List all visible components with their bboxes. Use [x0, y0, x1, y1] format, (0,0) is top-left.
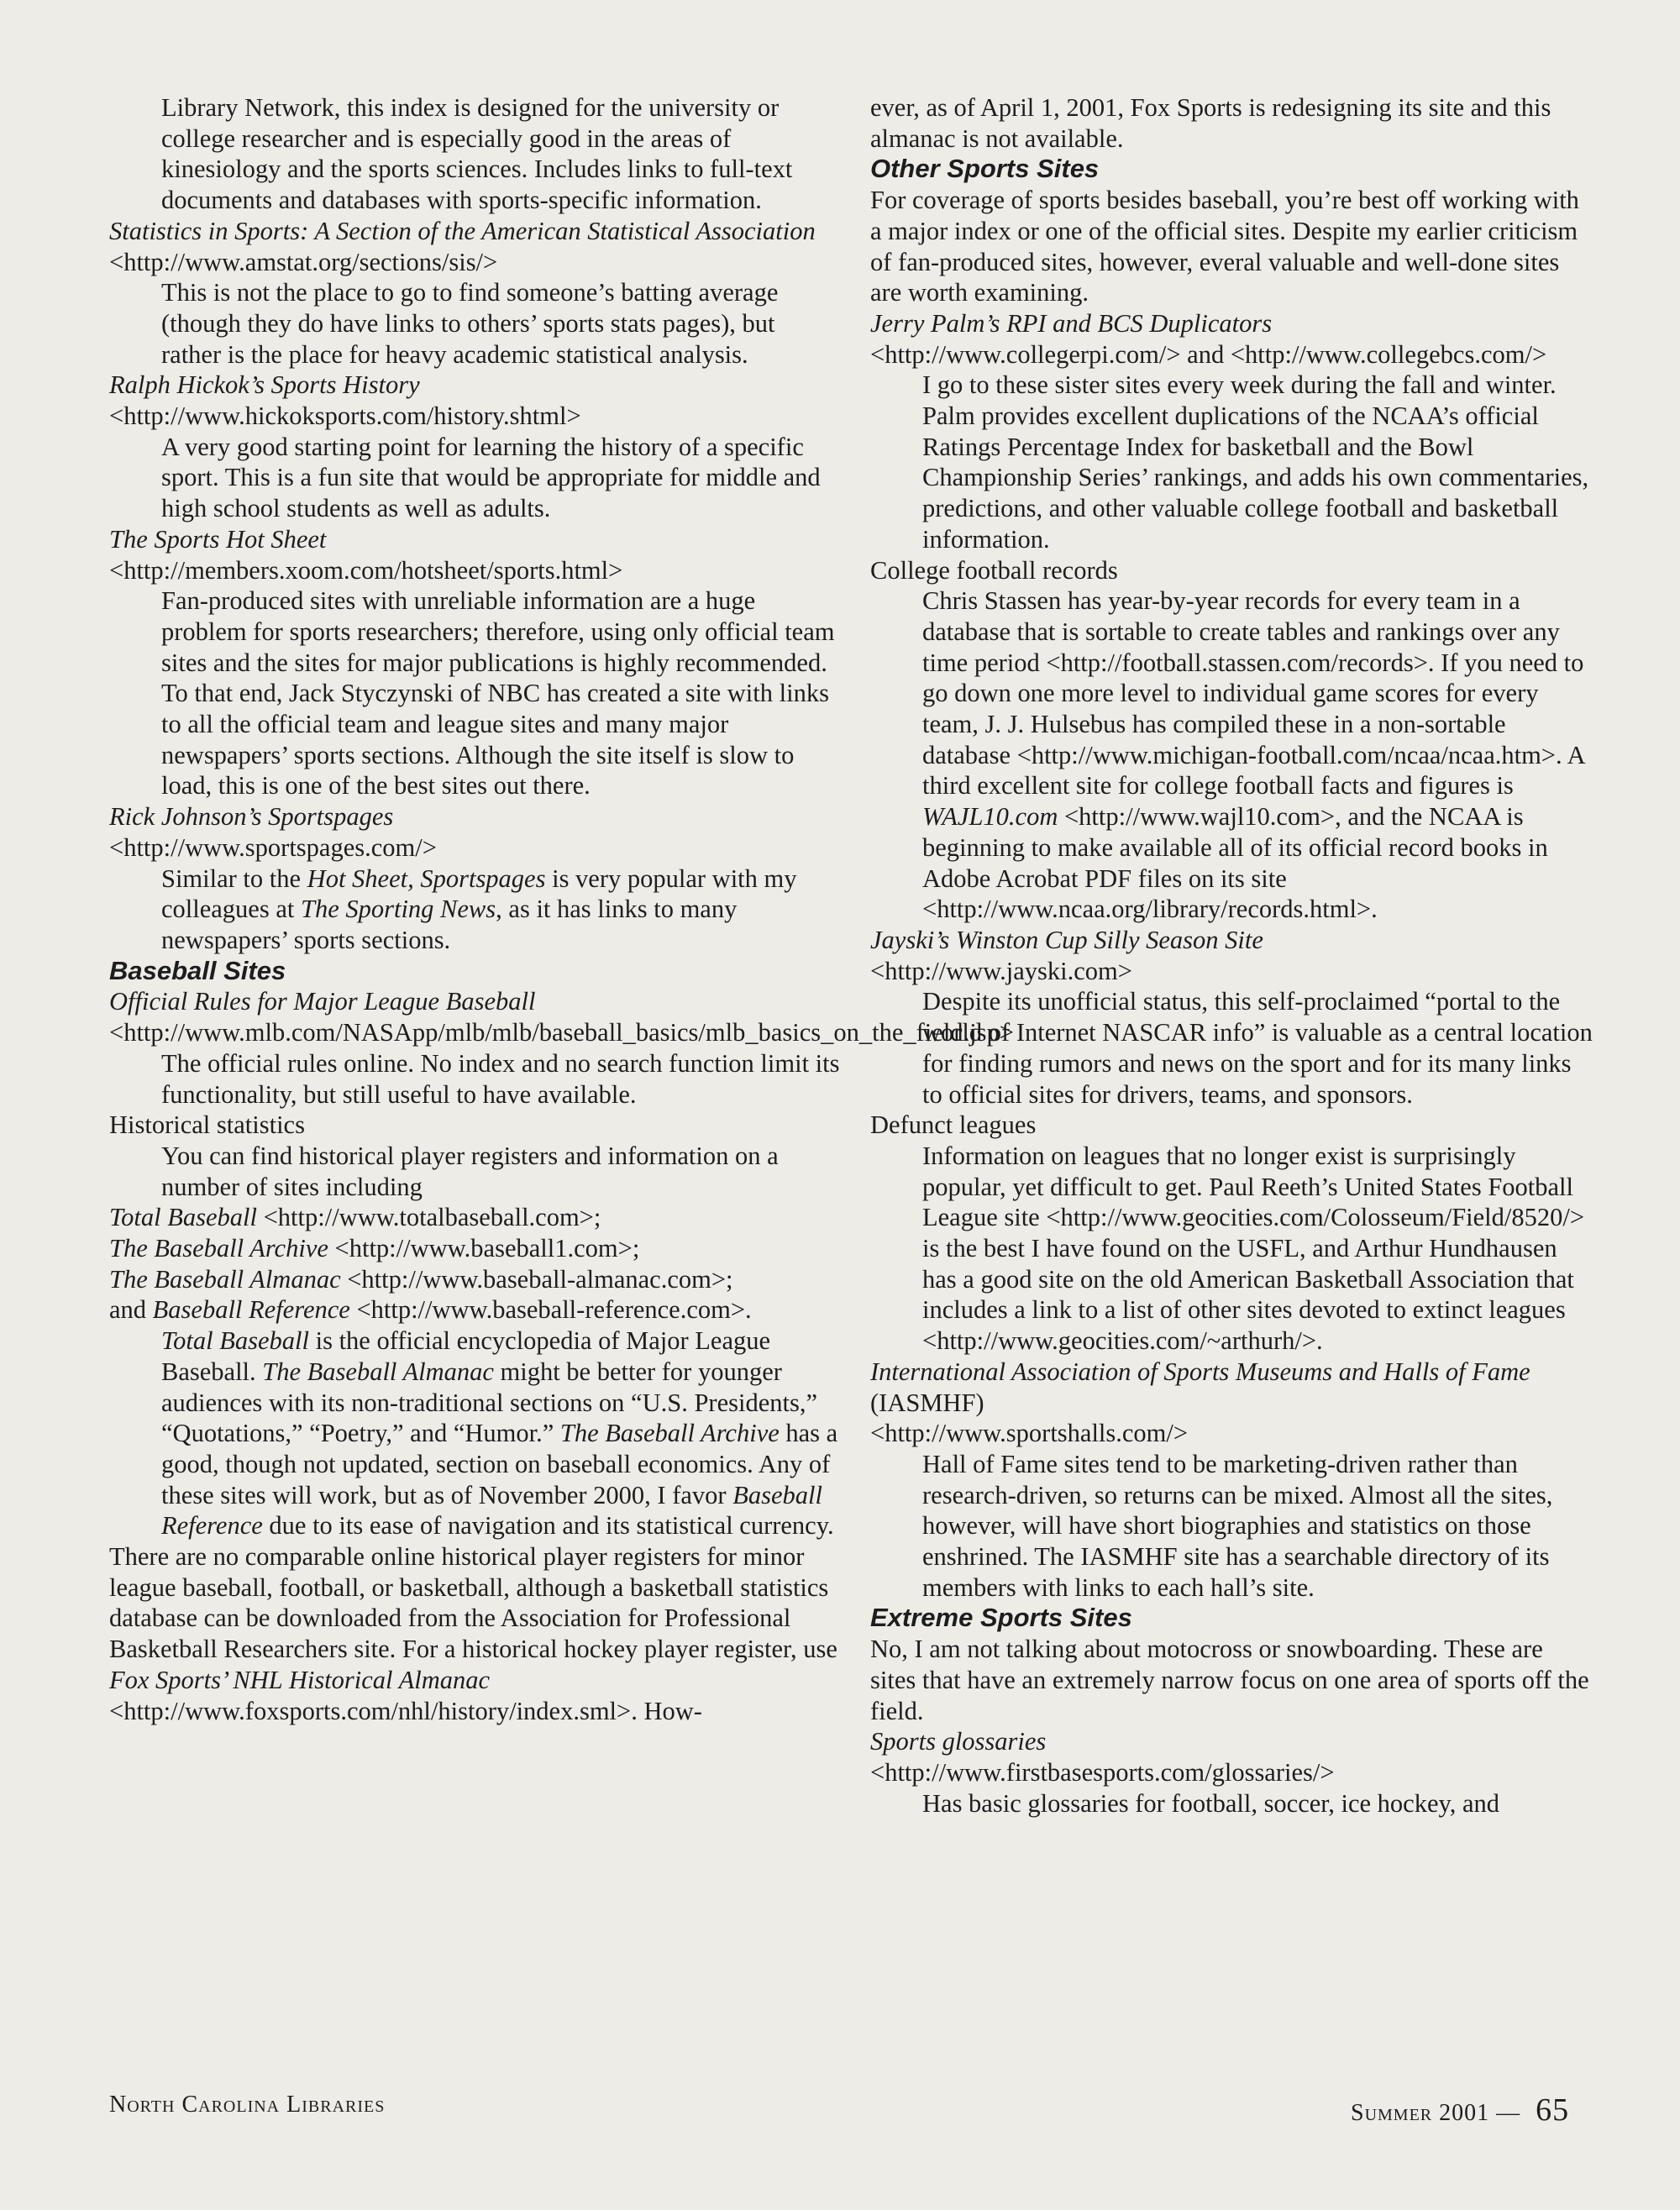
footer-journal-name: North Carolina Libraries	[109, 2092, 386, 2118]
entry-desc-mlb-rules: The official rules online. No index and no search function limit its functionality, but still useful to have available.	[161, 1048, 840, 1109]
entry-url-hickok[interactable]: <http://www.hickoksports.com/history.shtml>	[109, 402, 581, 431]
page-number: 65	[1536, 2092, 1570, 2128]
entry-desc-hickok: A very good starting point for learning the history of a specific sport. This is a fun site that would be appropriate for middle and high school students as well as adults.	[161, 432, 821, 523]
entry-title-mlb-rules: Official Rules for Major League Baseball	[109, 987, 536, 1016]
entry-url-statistics[interactable]: <http://www.amstat.org/sections/sis/>	[109, 247, 498, 276]
other-sports-paragraph: For coverage of sports besides baseball, you’re best off working with a major index or one of the official sites. Despite my earlier criticism of fan-produced sites, however, everal valuable and well-done sites are worth examining.	[870, 186, 1579, 307]
entry-url-iasmhf[interactable]: <http://www.sportshalls.com/>	[870, 1419, 1189, 1448]
entry-desc-palm: I go to these sister sites every week during the fall and winter. Palm provides excellent duplications of the NCAA’s official Ratings Percentage Index for basketball and the Bowl Championship Series’ rankings, and adds his own commentaries, predictions, and other valuable college football and basketball information.	[922, 370, 1589, 554]
entry-abbr-iasmhf: (IASMHF)	[870, 1388, 984, 1417]
entry-desc-statistics: This is not the place to go to find someone’s batting average (though they do have links to others’ sports stats pages), but rather is the place for heavy academic statistical analysis.	[161, 278, 779, 369]
entry-desc-jayski: Despite its unofficial status, this self-proclaimed “portal to the world of Internet NASCAR info” is valuable as a central location for finding rumors and news on the sport and for its many links to official sites for drivers, teams, and sponsors.	[922, 987, 1593, 1109]
entry-title-college-football: College football records	[870, 555, 1118, 585]
entry-title-sportspages: Rick Johnson’s Sportspages	[109, 802, 394, 832]
site-total-baseball: Total Baseball <http://www.totalbaseball.com>;	[109, 1203, 601, 1232]
site-baseball-reference: and Baseball Reference <http://www.baseball-reference.com>.	[109, 1295, 752, 1325]
entry-url-sportspages[interactable]: <http://www.sportspages.com/>	[109, 832, 437, 862]
right-column	[870, 92, 1593, 1819]
entry-title-historical: Historical statistics	[109, 1110, 305, 1140]
entry-desc-iasmhf: Hall of Fame sites tend to be marketing-driven rather than research-driven, so returns can be mixed. Almost all the sites, however, will have short biographies and statistics on those enshrined. The IASMHF site has a searchable directory of its members with links to each hall’s site.	[922, 1449, 1553, 1602]
extreme-sports-paragraph: No, I am not talking about motocross or snowboarding. These are sites that have an extremely narrow focus on one area of sports off the field.	[870, 1635, 1589, 1725]
entry-url-glossaries[interactable]: <http://www.firstbasesports.com/glossaries/>	[870, 1757, 1335, 1787]
entry-url-palm[interactable]: <http://www.collegerpi.com/> and <http://www.collegebcs.com/>	[870, 339, 1547, 369]
site-baseball-archive: The Baseball Archive <http://www.baseball1.com>;	[109, 1234, 640, 1263]
entry-title-defunct: Defunct leagues	[870, 1110, 1037, 1140]
closing-paragraph: There are no comparable online historical player registers for minor league baseball, football, or basketball, although a basketball statistics database can be downloaded from the Association for Professional Basketball Researchers site. For a historical hockey player register, use Fox Sports’ NHL Historical Almanac <http://www.foxsports.com/nhl/history/index.sml>. How-	[109, 1542, 837, 1725]
entry-url-mlb-rules[interactable]: <http://www.mlb.com/NASApp/mlb/mlb/baseball_basics/mlb_basics_on_the_field.jsp>	[109, 1018, 1014, 1047]
entry-title-glossaries: Sports glossaries	[870, 1727, 1047, 1756]
entry-title-palm: Jerry Palm’s RPI and BCS Duplicators	[870, 308, 1273, 338]
continued-paragraph: ever, as of April 1, 2001, Fox Sports is redesigning its site and this almanac is not available.	[870, 93, 1551, 153]
entry-title-jayski: Jayski’s Winston Cup Silly Season Site	[870, 925, 1263, 954]
entry-title-statistics: Statistics in Sports: A Section of the American Statistical Association	[109, 216, 816, 245]
historical-discussion: Total Baseball is the official encyclopedia of Major League Baseball. The Baseball Almanac might be better for younger audiences with its non-traditional sections on “U.S. Presidents,” “Quotations,” “Poetry,” and “Humor.” The Baseball Archive has a good, though not updated, section on baseball economics. Any of these sites will work, but as of November 2000, I favor Baseball Reference due to its ease of navigation and its statistical currency.	[161, 1326, 838, 1541]
entry-url-hotsheet[interactable]: <http://members.xoom.com/hotsheet/sports.html>	[109, 555, 623, 585]
entry-desc-glossaries: Has basic glossaries for football, soccer, ice hockey, and	[922, 1788, 1500, 1818]
entry-desc-hotsheet: Fan-produced sites with unreliable information are a huge problem for sports researchers; therefore, using only official team sites and the sites for major publications is highly recommended. To that end, Jack Styczynski of NBC has created a site with links to all the official team and league sites and many major newspapers’ sports sections. Although the site itself is slow to load, this is one of the best sites out there.	[161, 586, 835, 801]
footer-issue-page	[1351, 2092, 1569, 2129]
entry-desc-sportspages: Similar to the Hot Sheet, Sportspages is very popular with my colleagues at The Sporting News, as it has links to many newspapers’ sports sections.	[161, 864, 797, 954]
entry-title-iasmhf: International Association of Sports Museums and Halls of Fame	[870, 1357, 1530, 1386]
entry-title-hickok: Ralph Hickok’s Sports History	[109, 370, 420, 400]
footer-dash: —	[1496, 2100, 1521, 2126]
section-heading-baseball: Baseball Sites	[109, 955, 286, 985]
intro-paragraph: Library Network, this index is designed for the university or college researcher and is especially good in the areas of kinesiology and the sports sciences. Includes links to full-text documents and databases with sports-specific information.	[161, 93, 793, 215]
entry-desc-college-football: Chris Stassen has year-by-year records for every team in a database that is sortable to create tables and rankings over any time period <http://football.stassen.com/records>. If you need to go down one more level to individual game scores for every team, J. J. Hulsebus has compiled these in a non-sortable database <http://www.michigan-football.com/ncaa/ncaa.htm>. A third excellent site for college football facts and figures is WAJL10.com <http://www.wajl10.com>, and the NCAA is beginning to make available all of its official record books in Adobe Acrobat PDF files on its site <http://www.ncaa.org/library/records.html>.	[922, 586, 1584, 924]
section-heading-other: Other Sports Sites	[870, 154, 1100, 184]
entry-desc-defunct: Information on leagues that no longer exist is surprisingly popular, yet difficult to get. Paul Reeth’s United States Football League site <http://www.geocities.com/Colosseum/Field/8520/> is the best I have found on the USFL, and Arthur Hundhausen has a good site on the old American Basketball Association that includes a link to a list of other sites devoted to extinct leagues <http://www.geocities.com/~arthurh/>.	[922, 1141, 1585, 1356]
site-baseball-almanac: The Baseball Almanac <http://www.baseball-almanac.com>;	[109, 1264, 733, 1294]
entry-url-jayski[interactable]: <http://www.jayski.com>	[870, 956, 1132, 985]
footer-issue: Summer 2001	[1351, 2100, 1490, 2126]
entry-desc-historical: You can find historical player registers and information on a number of sites including	[161, 1141, 779, 1201]
entry-title-hotsheet: The Sports Hot Sheet	[109, 524, 327, 554]
section-heading-extreme: Extreme Sports Sites	[870, 1603, 1132, 1633]
